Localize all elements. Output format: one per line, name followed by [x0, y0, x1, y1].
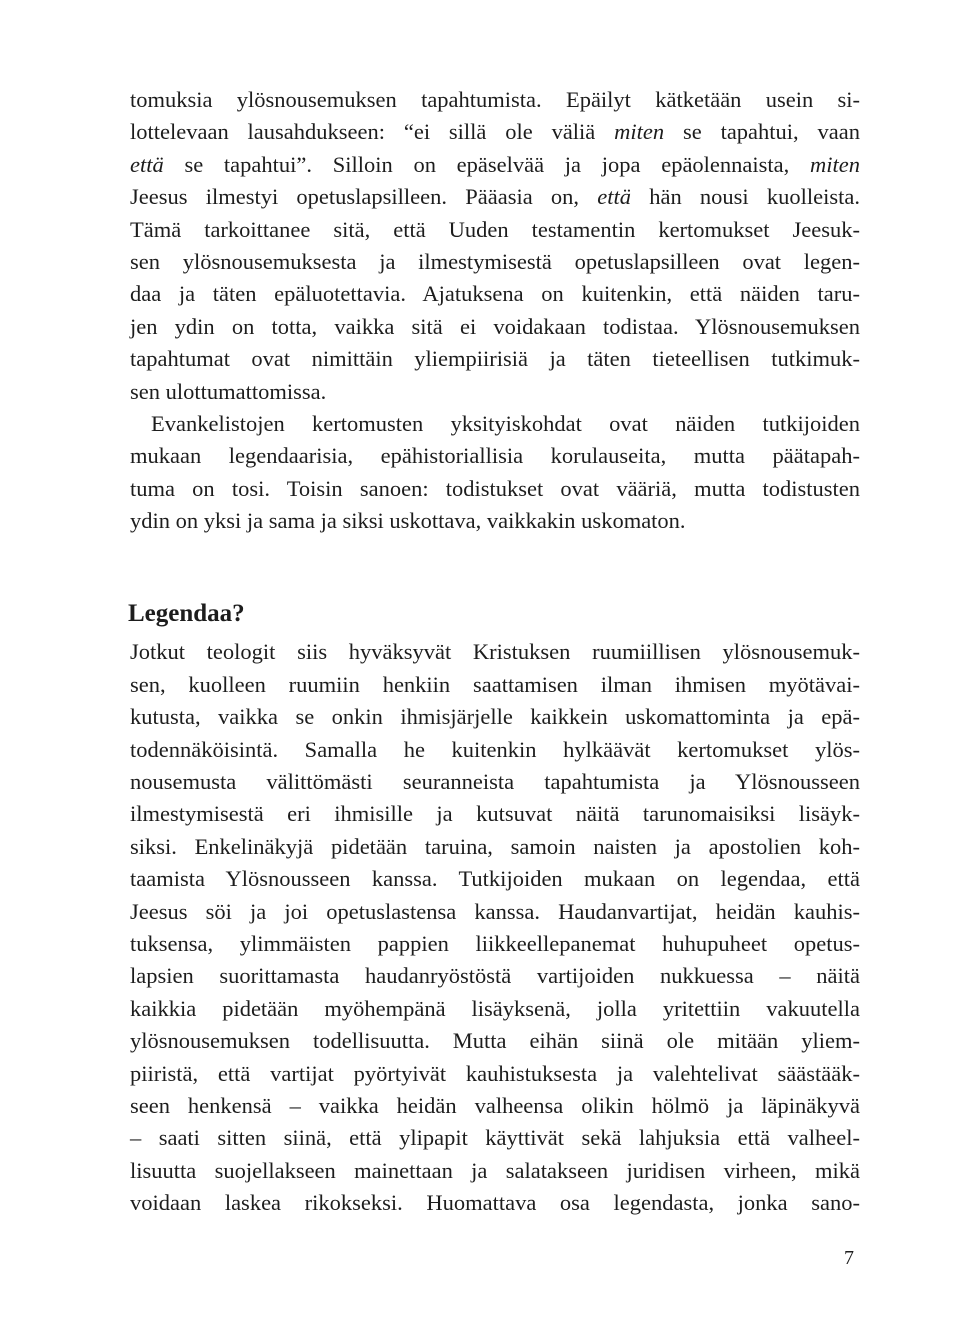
- text-run: tuma on tosi. Toisin sanoen: todistukset ovat vääriä, mutta todistusten: [130, 475, 860, 501]
- text-line: [130, 960, 860, 992]
- text-column: [130, 84, 860, 1220]
- text-line: [130, 376, 860, 408]
- text-run: lapsien suorittamasta haudanryöstöstä vartijoiden nukkuessa – näitä: [130, 963, 860, 989]
- paragraph: [130, 408, 860, 538]
- text-run: ylösnousemuksen todellisuutta. Mutta eihän siinä ole mitään yliem-: [130, 1028, 860, 1054]
- text-run: sen ulottumattomissa.: [130, 378, 327, 404]
- text-run: hän nousi kuolleista.: [631, 184, 860, 210]
- text-line: [130, 246, 860, 278]
- text-line: [130, 440, 860, 472]
- text-run: tapahtumat ovat nimittäin yliempiirisiä ja täten tieteellisen tutkimuk-: [130, 346, 860, 372]
- section-intro: [130, 84, 860, 537]
- text-run: taamista Ylösnousseen kanssa. Tutkijoiden mukaan on legendaa, että: [130, 866, 860, 892]
- text-run: voidaan laskea rikokseksi. Huomattava osa legendasta, jonka sano-: [130, 1190, 860, 1216]
- text-line: [130, 214, 860, 246]
- text-run: piiristä, että vartijat pyörtyivät kauhistuksesta ja valehtelivat säästääk-: [130, 1060, 860, 1086]
- text-line: [130, 863, 860, 895]
- text-line: [130, 311, 860, 343]
- text-line: [130, 343, 860, 375]
- text-line: [130, 408, 860, 440]
- text-line: [130, 928, 860, 960]
- text-run: daa ja täten epäluotettavia. Ajatuksena on kuitenkin, että näiden taru-: [130, 281, 860, 307]
- text-line: [130, 669, 860, 701]
- paragraph: [130, 636, 860, 1219]
- text-line: [130, 701, 860, 733]
- text-run: tomuksia ylösnousemuksen tapahtumista. Epäilyt kätketään usein si-: [130, 87, 860, 112]
- text-run: lisuutta suojellakseen mainettaan ja salatakseen juridisen virheen, mikä: [130, 1157, 860, 1183]
- paragraph: [130, 84, 860, 408]
- text-line: [130, 734, 860, 766]
- text-run: Evankelistojen kertomusten yksityiskohdat ovat näiden tutkijoiden: [151, 410, 860, 436]
- text-run: se tapahtui”. Silloin on epäselvää ja jopa epäolennaista,: [163, 151, 810, 177]
- text-run: jen ydin on totta, vaikka sitä ei voidakaan todistaa. Ylösnousemuksen: [130, 313, 860, 339]
- text-run: – saati sitten siinä, että ylipapit käyttivät sekä lahjuksia että valheel-: [130, 1125, 860, 1151]
- text-line: [130, 831, 860, 863]
- text-line: [130, 473, 860, 505]
- text-line: [130, 1122, 860, 1154]
- italic-run: että: [130, 151, 164, 177]
- italic-run: että: [597, 184, 631, 210]
- text-line: [130, 181, 860, 213]
- text-line: [130, 149, 860, 181]
- text-run: todennäköisintä. Samalla he kuitenkin hylkäävät kertomukset ylös-: [130, 736, 860, 762]
- text-line: [130, 993, 860, 1025]
- text-line: [130, 1090, 860, 1122]
- text-run: siksi. Enkelinäkyjä pidetään taruina, samoin naisten ja apostolien koh-: [130, 833, 860, 859]
- text-run: tuksensa, ylimmäisten pappien liikkeellepanemat huhupuheet opetus-: [130, 930, 860, 956]
- text-line: [130, 1058, 860, 1090]
- text-line: [130, 1155, 860, 1187]
- text-line: [130, 1025, 860, 1057]
- text-run: Jotkut teologit siis hyväksyvät Kristuksen ruumiillisen ylösnousemuk-: [130, 639, 860, 665]
- text-run: nousemusta välittömästi seuranneista tapahtumista ja Ylösnousseen: [130, 769, 860, 795]
- text-run: Jeesus söi ja joi opetuslastensa kanssa. Haudanvartijat, heidän kauhis-: [130, 898, 860, 924]
- section-heading: Legendaa?: [128, 600, 245, 628]
- section-legendaa: [130, 636, 860, 1219]
- text-run: mukaan legendaarisia, epähistoriallisia korulauseita, mutta päätapah-: [130, 443, 860, 469]
- text-run: seen henkensä – vaikka heidän valheensa olikin hölmö ja läpinäkyvä: [130, 1092, 860, 1118]
- italic-run: miten: [810, 151, 860, 177]
- text-run: sen ylösnousemuksesta ja ilmestymisestä opetuslapsilleen ovat legen-: [130, 248, 860, 274]
- text-line: [130, 278, 860, 310]
- text-run: ydin on yksi ja sama ja siksi uskottava, vaikkakin uskomaton.: [130, 508, 686, 534]
- italic-run: miten: [614, 119, 665, 145]
- text-run: Jeesus ilmestyi opetuslapsilleen. Pääasia on,: [130, 184, 598, 210]
- text-line: [130, 505, 860, 537]
- text-line: [130, 798, 860, 830]
- text-line: [130, 766, 860, 798]
- text-run: kaikkia pidetään myöhempänä lisäyksenä, jolla yritettiin vakuutella: [130, 995, 860, 1021]
- text-line: [130, 636, 860, 668]
- text-run: sen, kuolleen ruumiin henkiin saattamisen ilman ihmisen myötävai-: [130, 671, 860, 697]
- text-run: se tapahtui, vaan: [664, 119, 860, 145]
- text-line: [130, 1187, 860, 1219]
- text-line: [130, 896, 860, 928]
- page-number: 7: [844, 1247, 854, 1269]
- text-run: lottelevaan lausahdukseen: “ei sillä ole väliä: [130, 119, 615, 145]
- text-run: ilmestymisestä eri ihmisille ja kutsuvat näitä tarunomaisiksi lisäyk-: [130, 801, 860, 827]
- text-run: kutusta, vaikka se onkin ihmisjärjelle kaikkein uskomattominta ja epä-: [130, 704, 860, 730]
- text-run: Tämä tarkoittanee sitä, että Uuden testamentin kertomukset Jeesuk-: [130, 216, 860, 242]
- text-line: [130, 116, 860, 148]
- text-line: [130, 84, 860, 116]
